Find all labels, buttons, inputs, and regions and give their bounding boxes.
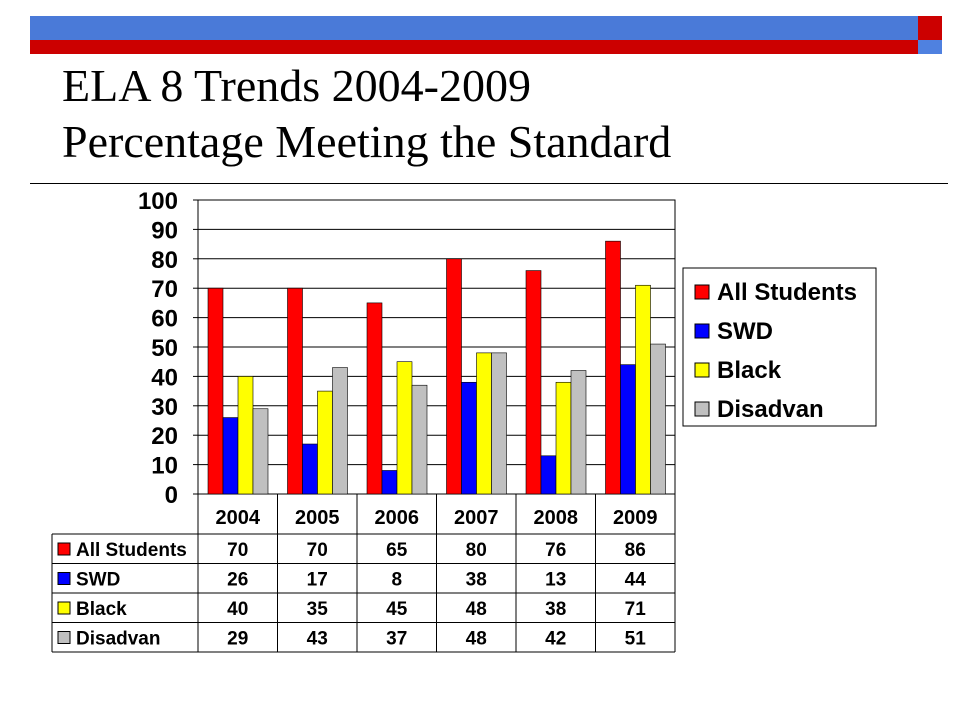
title-line-2: Percentage Meeting the Standard bbox=[62, 116, 672, 167]
x-tick-label: 2006 bbox=[374, 507, 419, 529]
legend-label: Disadvan bbox=[717, 396, 824, 423]
bar-swd bbox=[462, 382, 477, 494]
y-tick-label: 60 bbox=[151, 305, 178, 333]
table-series-label: Disadvan bbox=[76, 628, 161, 650]
y-tick-label: 80 bbox=[151, 246, 178, 274]
bar-all-students bbox=[526, 271, 541, 494]
data-label: 13 bbox=[545, 569, 567, 591]
y-tick-label: 50 bbox=[151, 335, 178, 362]
bar-black bbox=[636, 285, 651, 494]
table-series-label: Black bbox=[76, 599, 127, 620]
data-label: 76 bbox=[545, 540, 567, 561]
table-series-label: All Students bbox=[76, 540, 187, 561]
y-tick-label: 40 bbox=[151, 364, 178, 392]
bar-disadvan bbox=[333, 368, 348, 494]
data-label: 70 bbox=[306, 540, 328, 561]
y-tick-label: 90 bbox=[151, 217, 178, 245]
bar-black bbox=[477, 353, 492, 494]
legend-label: Black bbox=[717, 357, 782, 384]
data-label: 26 bbox=[227, 569, 249, 591]
bar-disadvan bbox=[253, 409, 268, 494]
table-legend-swatch bbox=[58, 543, 70, 555]
data-label: 8 bbox=[391, 569, 403, 591]
y-tick-label: 70 bbox=[151, 276, 178, 304]
legend-swatch bbox=[695, 363, 709, 377]
x-tick-label: 2007 bbox=[454, 507, 499, 529]
data-label: 42 bbox=[545, 628, 567, 650]
bar-black bbox=[397, 362, 412, 494]
bar-swd bbox=[223, 418, 238, 494]
bar-disadvan bbox=[412, 385, 427, 494]
bar-disadvan bbox=[492, 353, 507, 494]
data-label: 45 bbox=[386, 599, 408, 620]
bar-swd bbox=[541, 456, 556, 494]
data-label: 40 bbox=[227, 599, 249, 620]
data-label: 44 bbox=[624, 569, 646, 591]
x-tick-label: 2004 bbox=[215, 507, 260, 529]
legend-label: SWD bbox=[717, 318, 773, 345]
data-label: 38 bbox=[465, 569, 487, 591]
y-tick-label: 0 bbox=[164, 482, 178, 509]
data-label: 37 bbox=[386, 628, 408, 650]
data-label: 51 bbox=[624, 628, 646, 650]
y-tick-label: 30 bbox=[151, 393, 178, 421]
table-series-label: SWD bbox=[76, 569, 121, 591]
table-legend-swatch bbox=[58, 602, 70, 614]
bar-swd bbox=[621, 365, 636, 494]
table-legend-swatch bbox=[58, 573, 70, 585]
bar-all-students bbox=[288, 288, 303, 494]
data-label: 65 bbox=[386, 540, 408, 561]
bar-black bbox=[556, 382, 571, 494]
y-tick-label: 100 bbox=[137, 188, 178, 215]
data-label: 48 bbox=[465, 628, 487, 650]
data-label: 29 bbox=[227, 628, 249, 650]
bar-black bbox=[318, 391, 333, 494]
data-label: 71 bbox=[624, 599, 646, 620]
bar-disadvan bbox=[651, 344, 666, 494]
x-tick-label: 2009 bbox=[613, 507, 658, 529]
data-label: 35 bbox=[306, 599, 328, 620]
bar-swd bbox=[303, 444, 318, 494]
data-label: 48 bbox=[465, 599, 487, 620]
table-legend-swatch bbox=[58, 632, 70, 644]
legend-swatch bbox=[695, 402, 709, 416]
y-tick-label: 10 bbox=[151, 452, 178, 480]
data-label: 86 bbox=[624, 540, 646, 561]
bar-all-students bbox=[606, 241, 621, 494]
data-label: 43 bbox=[306, 628, 328, 650]
bar-all-students bbox=[447, 259, 462, 494]
x-tick-label: 2008 bbox=[533, 507, 578, 529]
data-label: 38 bbox=[545, 599, 567, 620]
y-tick-label: 20 bbox=[151, 423, 178, 451]
bar-disadvan bbox=[571, 371, 586, 494]
bar-black bbox=[238, 376, 253, 494]
title-line-1: ELA 8 Trends 2004-2009 bbox=[62, 60, 531, 111]
legend-swatch bbox=[695, 285, 709, 299]
data-label: 17 bbox=[306, 569, 328, 591]
bar-swd bbox=[382, 470, 397, 494]
data-label: 80 bbox=[465, 540, 487, 561]
bar-all-students bbox=[208, 288, 223, 494]
x-tick-label: 2005 bbox=[295, 507, 340, 529]
bar-all-students bbox=[367, 303, 382, 494]
data-label: 70 bbox=[227, 540, 249, 561]
legend-label: All Students bbox=[717, 279, 858, 306]
legend-swatch bbox=[695, 324, 709, 338]
